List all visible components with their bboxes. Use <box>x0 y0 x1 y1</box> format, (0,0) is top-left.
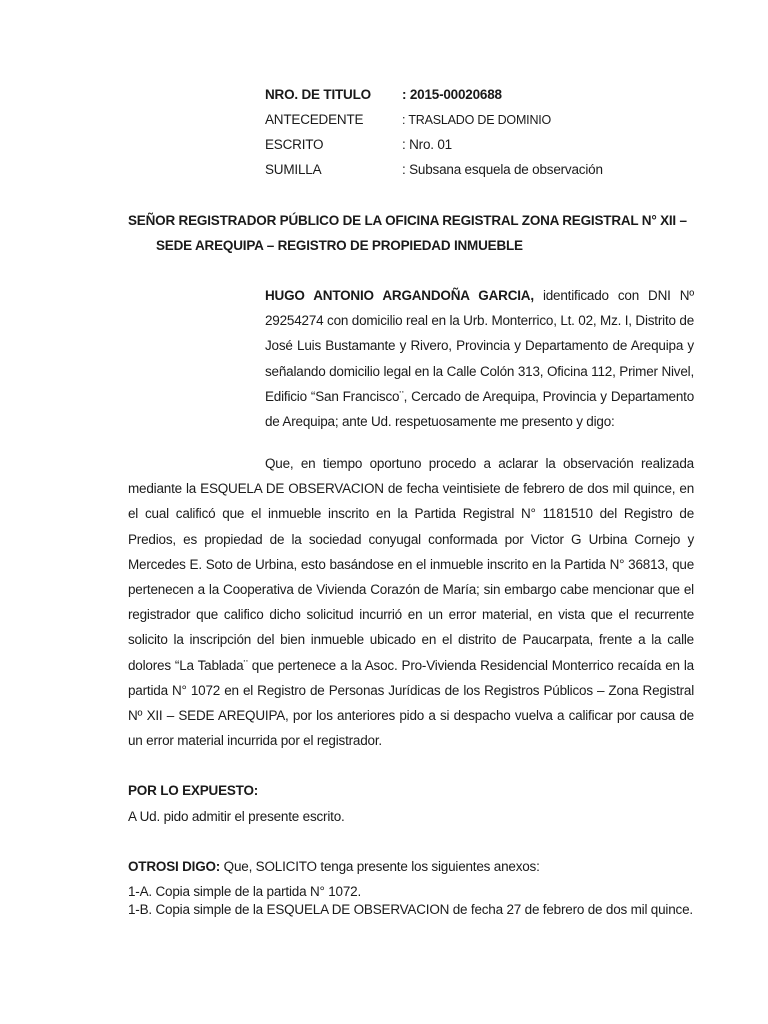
expuesto-heading: POR LO EXPUESTO: <box>128 783 259 798</box>
otrosi-line <box>128 858 540 876</box>
addressee-line-1: SEÑOR REGISTRADOR PÚBLICO DE LA OFICINA REGISTRAL ZONA REGISTRAL N° XII – <box>128 213 687 228</box>
addressee <box>128 208 694 258</box>
header-label: ESCRITO <box>265 137 324 152</box>
annex-item: 1-B. Copia simple de la ESQUELA DE OBSERVACION de fecha 27 de febrero de dos mil quince. <box>128 902 693 917</box>
addressee-line-2: SEDE AREQUIPA – REGISTRO DE PROPIEDAD INMUEBLE <box>156 238 523 253</box>
body-paragraph: Que, en tiempo oportuno procedo a aclarar la observación realizada mediante la ESQUELA DE OBSERVACION de fecha veintisiete de febrero de dos mil quince, en el cual calificó que el inmueble inscrito en la Partida Registral N° 1181510 del Registro de Predios, es propiedad de la sociedad conyugal conformada por Victor G Urbina Cornejo y Mercedes E. Soto de Urbina, esto basándose en el inmueble inscrito en la Partida N° 36813, que pertenecen a la Cooperativa de Vivienda Corazón de María; sin embargo cabe mencionar que el registrador que califico dicho solicitud incurrió en un error material, en vista que el recurrente solicito la inscripción del bien inmueble ubicado en el distrito de Paucarpata, frente a la calle dolores “La Tablada¨ que pertenece a la Asoc. Pro-Vivienda Residencial Monterrico recaída en la partida N° 1072 en el Registro de Personas Jurídicas de los Registros Públicos – Zona Registral Nº XII – SEDE AREQUIPA, por los anteriores pido a si despacho vuelva a calificar por causa de un error material incurrida por el registrador. <box>128 456 694 749</box>
annex-item: 1-A. Copia simple de la partida N° 1072. <box>128 884 362 899</box>
header-label: SUMILLA <box>265 162 322 177</box>
otrosi-text: Que, SOLICITO tenga presente los siguientes anexos: <box>220 859 540 874</box>
intro-paragraph <box>265 283 694 434</box>
header-label: NRO. DE TITULO <box>265 87 371 102</box>
header-label: ANTECEDENTE <box>265 112 364 127</box>
header-value: : Subsana esquela de observación <box>402 162 603 177</box>
header-value: : TRASLADO DE DOMINIO <box>402 113 552 127</box>
header-value: : 2015-00020688 <box>402 87 502 102</box>
header-value: : Nro. 01 <box>402 137 452 152</box>
expuesto-text: A Ud. pido admitir el presente escrito. <box>128 809 345 824</box>
petitioner-name: HUGO ANTONIO ARGANDOÑA GARCIA, <box>265 288 534 303</box>
intro-text: identificado con DNI Nº 29254274 con domicilio real en la Urb. Monterrico, Lt. 02, Mz. I, Distrito de José Luis Bustamante y Rivero, Provincia y Departamento de Arequipa y señalando domicilio legal en la Calle Colón 313, Oficina 112, Primer Nivel, Edificio “San Francisco¨, Cercado de Arequipa, Provincia y Departamento de Arequipa; ante Ud. respetuosamente me presento y digo: <box>265 288 695 430</box>
otrosi-heading: OTROSI DIGO: <box>128 859 221 874</box>
